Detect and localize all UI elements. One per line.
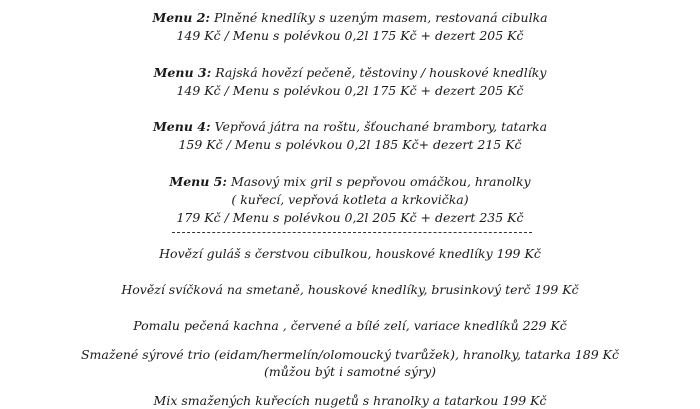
special-item-svickova: Hovězí svíčková na smetaně, houskové knedlíky, brusinkový terč 199 Kč	[121, 282, 579, 297]
menu-3-dish: Rajská hovězí pečeně, těstoviny / houskové knedlíky	[215, 65, 547, 80]
menu-5-subline: ( kuřecí, vepřová kotleta a krkovička)	[231, 192, 469, 207]
menu-3-label: Menu 3:	[153, 65, 212, 80]
menu-5-label: Menu 5:	[169, 174, 227, 189]
menu-5-title-line	[0, 174, 700, 190]
menu-2-title-line	[0, 10, 700, 26]
menu-2-dish: Plněné knedlíky s uzeným masem, restovaná cibulka	[214, 10, 548, 25]
special-item-cheese-trio-note: (můžou být i samotné sýry)	[263, 364, 437, 379]
menu-5-dish: Masový mix gril s pepřovou omáčkou, hranolky	[230, 174, 531, 189]
menu-3-title-line	[0, 65, 700, 81]
menu-4-price: 159 Kč / Menu s polévkou 0,2l 185 Kč+ dezert 215 Kč	[178, 137, 522, 152]
menu-3-price: 149 Kč / Menu s polévkou 0,2l 175 Kč + dezert 205 Kč	[176, 83, 524, 98]
dashed-separator	[172, 232, 532, 233]
menu-4-dish: Vepřová játra na roštu, šťouchané brambory, tatarka	[214, 119, 548, 134]
special-item-goulash: Hovězí guláš s čerstvou cibulkou, houskové knedlíky 199 Kč	[159, 246, 541, 261]
menu-5-price: 179 Kč / Menu s polévkou 0,2l 205 Kč + dezert 235 Kč	[176, 210, 524, 225]
menu-2-label: Menu 2:	[152, 10, 211, 25]
menu-2-price: 149 Kč / Menu s polévkou 0,2l 175 Kč + dezert 205 Kč	[176, 28, 524, 43]
menu-4-label: Menu 4:	[152, 119, 211, 134]
special-item-nuggets: Mix smažených kuřecích nugetů s hranolky a tatarkou 199 Kč	[153, 393, 547, 408]
special-item-cheese-trio: Smažené sýrové trio (eidam/hermelín/olomoucký tvarůžek), hranolky, tatarka 189 Kč	[80, 347, 619, 362]
special-item-duck: Pomalu pečená kachna , červené a bílé zelí, variace knedlíků 229 Kč	[133, 318, 567, 333]
menu-4-title-line	[0, 119, 700, 135]
